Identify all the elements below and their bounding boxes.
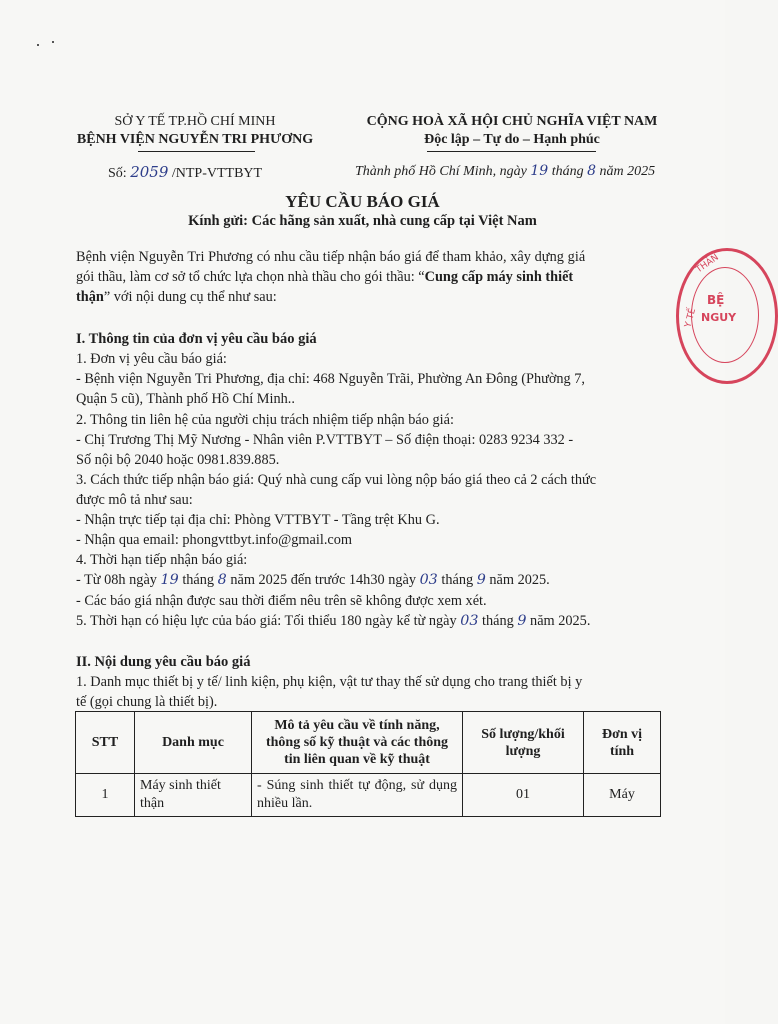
reference-prefix: Số:	[108, 166, 127, 181]
section-1-line: - Nhận trực tiếp tại địa chỉ: Phòng VTTBYT - Tầng trệt Khu G.	[76, 512, 440, 528]
deadline-text: tháng	[182, 572, 215, 588]
document-title: YÊU CẦU BÁO GIÁ	[285, 192, 440, 211]
header-don-vi: Đơn vị tính	[584, 712, 661, 774]
handwritten-day: 03	[460, 613, 479, 629]
header-mo-ta: Mô tả yêu cầu về tính năng, thông số kỹ thuật và các thông tin liên quan về kỹ thuật	[252, 712, 463, 774]
section-1-line: - Bệnh viện Nguyễn Tri Phương, địa chỉ: 468 Nguyễn Trãi, Phường An Đông (Phường 7,	[76, 371, 586, 387]
motto-underline	[427, 151, 596, 152]
intro-line-2	[76, 269, 573, 286]
deadline-text: tháng	[441, 572, 474, 588]
scan-speck	[37, 44, 39, 46]
section-1-line: 3. Cách thức tiếp nhận báo giá: Quý nhà cung cấp vui lòng nộp báo giá theo cả 2 cách thức	[76, 472, 597, 488]
deadline-line	[76, 572, 550, 589]
section-2-line: 1. Danh mục thiết bị y tế/ linh kiện, phụ kiện, vật tư thay thế sử dụng cho trang thiết bị y	[76, 674, 583, 690]
section-1-line: 4. Thời hạn tiếp nhận báo giá:	[76, 552, 248, 568]
handwritten-month: 9	[517, 613, 527, 629]
stamp-text: Y TẾ	[683, 307, 699, 329]
section-2-heading: II. Nội dung yêu cầu báo giá	[76, 654, 251, 670]
hospital-name-underline	[138, 151, 255, 152]
ministry-name: SỞ Y TẾ TP.HỒ CHÍ MINH	[114, 114, 276, 129]
stamp-text: THÀN	[694, 252, 721, 276]
document-recipient: Kính gửi: Các hãng sản xuất, nhà cung cấp tại Việt Nam	[188, 213, 537, 229]
intro-line-3-text: ” với nội dung cụ thể như sau:	[103, 289, 277, 305]
stamp-inner-ring	[691, 267, 759, 363]
intro-line-1: Bệnh viện Nguyễn Tri Phương có nhu cầu tiếp nhận báo giá để tham khảo, xây dựng giá	[76, 249, 586, 265]
package-name-end: thận	[76, 289, 104, 305]
date-prefix: Thành phố Hồ Chí Minh, ngày	[355, 164, 527, 179]
reference-number	[108, 163, 262, 182]
section-1-line: 2. Thông tin liên hệ của người chịu trách nhiệm tiếp nhận báo giá:	[76, 412, 454, 428]
section-1-line: 1. Đơn vị yêu cầu báo giá:	[76, 351, 227, 367]
section-2-line: tế (gọi chung là thiết bị).	[76, 694, 218, 710]
hospital-name: BỆNH VIỆN NGUYỄN TRI PHƯƠNG	[76, 132, 314, 147]
date-month-handwritten: 8	[587, 163, 597, 179]
section-1-line: được mô tả như sau:	[76, 492, 193, 508]
reference-handwritten-number: 2059	[130, 163, 169, 181]
stamp-text: BỆ	[707, 293, 725, 307]
deadline-text: năm 2025 đến trước 14h30 ngày	[230, 572, 416, 588]
header-so-luong: Số lượng/khối lượng	[463, 712, 584, 774]
section-1-line: - Chị Trương Thị Mỹ Nương - Nhân viên P.VTTBYT – Số điện thoại: 0283 9234 332 -	[76, 432, 574, 448]
reference-suffix: /NTP-VTTBYT	[171, 166, 263, 181]
cell-don-vi: Máy	[584, 774, 661, 817]
motto: Độc lập – Tự do – Hạnh phúc	[424, 132, 600, 147]
intro-line-3	[76, 289, 277, 306]
section-1-line: Quận 5 cũ), Thành phố Hồ Chí Minh..	[76, 391, 295, 407]
scan-speck	[52, 41, 54, 43]
cell-mo-ta: - Súng sinh thiết tự động, sử dụng nhiều lần.	[252, 774, 463, 817]
date-line	[355, 163, 655, 180]
handwritten-month: 9	[476, 572, 486, 588]
table-row	[76, 774, 661, 817]
handwritten-day: 19	[160, 572, 179, 588]
cell-danh-muc: Máy sinh thiết thận	[135, 774, 252, 817]
handwritten-month: 8	[217, 572, 227, 588]
equipment-table	[75, 711, 661, 817]
cell-so-luong: 01	[463, 774, 584, 817]
header-stt: STT	[76, 712, 135, 774]
deadline-text: - Từ 08h ngày	[76, 572, 157, 588]
date-day-handwritten: 19	[530, 163, 549, 179]
validity-text: năm 2025.	[530, 613, 591, 629]
intro-line-2-text: gói thầu, làm cơ sở tổ chức lựa chọn nhà thầu cho gói thầu: “	[76, 269, 425, 285]
date-year: năm 2025	[599, 164, 656, 179]
validity-text: 5. Thời hạn có hiệu lực của báo giá: Tối thiểu 180 ngày kể từ ngày	[76, 613, 457, 629]
section-1-email-line: - Nhận qua email: phongvttbyt.info@gmail.com	[76, 532, 353, 548]
date-month-label: tháng	[551, 164, 584, 179]
package-name: Cung cấp máy sinh thiết	[424, 269, 574, 285]
deadline-text: năm 2025.	[489, 572, 550, 588]
stamp-text: NGUY	[701, 311, 737, 324]
official-stamp	[676, 248, 778, 384]
section-1-line: - Các báo giá nhận được sau thời điểm nêu trên sẽ không được xem xét.	[76, 593, 487, 609]
section-1-heading: I. Thông tin của đơn vị yêu cầu báo giá	[76, 331, 317, 347]
table-header-row	[76, 712, 661, 774]
handwritten-day: 03	[419, 572, 438, 588]
validity-line	[76, 613, 590, 630]
header-danh-muc: Danh mục	[135, 712, 252, 774]
country-name: CỘNG HOÀ XÃ HỘI CHỦ NGHĨA VIỆT NAM	[366, 114, 658, 129]
cell-stt: 1	[76, 774, 135, 817]
validity-text: tháng	[482, 613, 514, 629]
section-1-line: Số nội bộ 2040 hoặc 0981.839.885.	[76, 452, 280, 468]
